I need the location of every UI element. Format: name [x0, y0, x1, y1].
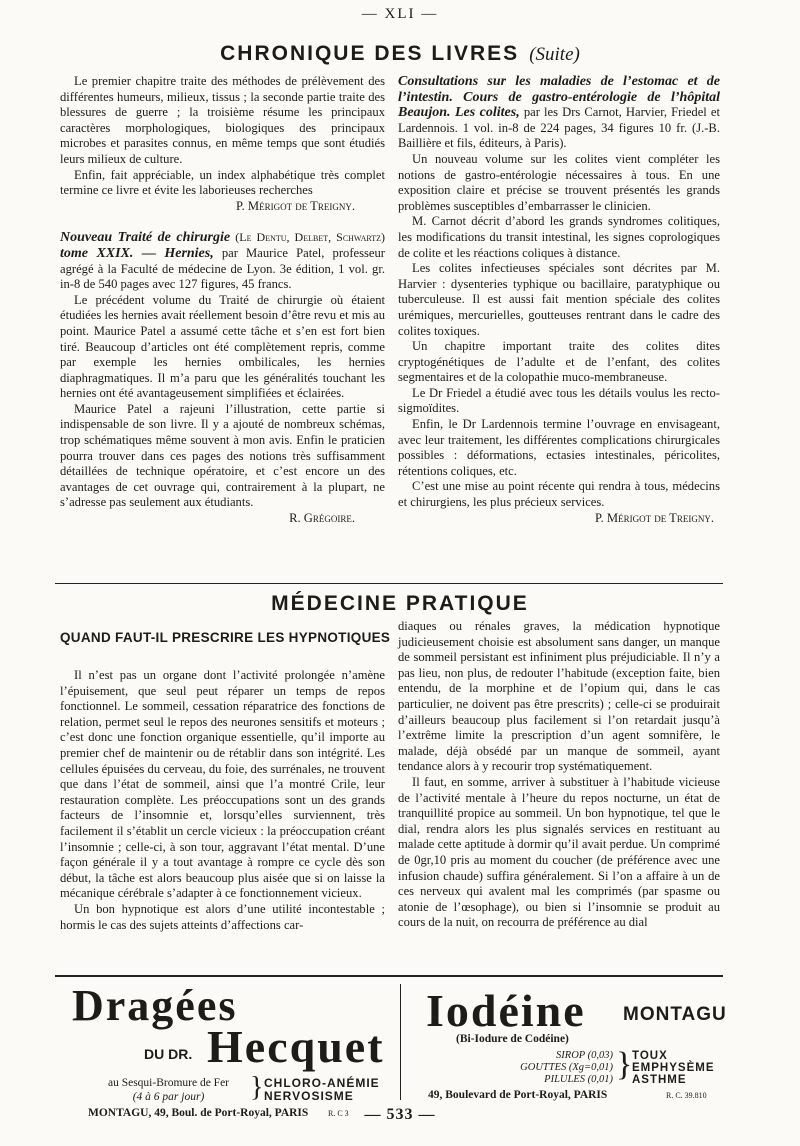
- ad-right-subtitle: (Bi-Iodure de Codéine): [456, 1033, 569, 1045]
- right-paragraph-3: Les colites infectieuses spéciales sont décrites par M. Harvier : dysenteries typhique ou bacillaire, paratyphique ou tuberculeuse. Il est aussi fait mention spéciale des colites urémiques, mercurielles, goutteuses rentrant dans le cadre des colites toxiques.: [398, 261, 720, 338]
- ad-left-rc: R. C 3: [328, 1109, 349, 1118]
- medecine-right-column: [398, 619, 720, 931]
- right-paragraph-6: Enfin, le Dr Lardennois termine l’ouvrage en envisageant, avec leur traitement, les différentes complications chirurgicales possibles : déformations, ectasies intestinales, péricolites, rétentions coliques, etc.: [398, 417, 720, 478]
- ad-left-title: Dragées: [72, 981, 238, 1030]
- chronique-title: CHRONIQUE DES LIVRES: [220, 42, 520, 65]
- ad-divider: [55, 975, 723, 977]
- medecine-title: MÉDECINE PRATIQUE: [271, 592, 529, 615]
- left-paragraph-2: Enfin, fait appréciable, un index alphabétique très complet termine ce livre et évite les laborieuses recherches: [60, 167, 385, 198]
- book2-reference: [60, 230, 385, 292]
- book3-title: Consultations sur les maladies de l’estomac et de l’intestin. Cours de gastro-entérologie de l’hôpital Beaujon. Les colites,: [398, 74, 720, 121]
- section-divider: [55, 583, 723, 584]
- ad-left-brace: }: [250, 1072, 264, 1103]
- book2-details: par Maurice Patel, professeur agrégé à la Faculté de médecine de Lyon. 3e édition, 1 vol. gr. in-8 de 540 pages avec 127 figures, 45 francs.: [60, 245, 385, 292]
- ad-left-indication-2: NERVOSISME: [264, 1089, 354, 1103]
- ad-right-indication-3: ASTHME: [632, 1074, 687, 1086]
- left-signature-2: R. Grégoire.: [289, 511, 355, 526]
- ad-left-address: MONTAGU, 49, Boul. de Port-Royal, PARIS: [88, 1107, 309, 1119]
- book3-reference: [398, 74, 720, 152]
- chronique-left-column: [60, 74, 385, 527]
- book3-details: par les Drs Carnot, Harvier, Friedel et Lardennois. 1 vol. in-8 de 224 pages, 34 figures 10 fr. (J.-B. Baillière et fils, éditeurs, à Paris).: [398, 105, 720, 151]
- chronique-heading: [0, 42, 800, 66]
- ad-right-form-1: SIROP (0,03): [556, 1050, 613, 1061]
- ad-dragees-hecquet: [72, 981, 392, 1119]
- ad-right-rc: R. C. 39.810: [666, 1091, 707, 1100]
- ad-right-brace: }: [616, 1046, 633, 1083]
- left-signature-1: P. Mérigot de Treigny.: [236, 198, 355, 213]
- chronique-right-column: [398, 74, 720, 526]
- ad-left-du-dr: DU DR.: [144, 1046, 193, 1062]
- ad-left-indication-1: CHLORO-ANÉMIE: [264, 1076, 380, 1090]
- right-paragraph-4: Un chapitre important traite des colites dites cryptogénétiques de l’adulte et de l’enfant, des colites segmentaires et de la colopathie muco-membraneuse.: [398, 339, 720, 385]
- medecine-left-paragraph-2: Un bon hypnotique est alors d’une utilité incontestable ; hormis le cas des sujets atteints d’affections car-: [60, 901, 385, 932]
- ad-iodeine-montagu: [418, 984, 727, 1102]
- ad-right-title: Iodéine: [426, 985, 586, 1036]
- chronique-suite: (Suite): [529, 44, 580, 65]
- right-paragraph-7: C’est une mise au point récente qui rendra à tous, médecins et chirurgiens, les plus précieux services.: [398, 479, 720, 510]
- right-paragraph-2: M. Carnot décrit d’abord les grands syndromes colitiques, les modifications du transit intestinal, les signes coprologiques de colite et les réactions coliques à distance.: [398, 214, 720, 260]
- left-paragraph-1: Le premier chapitre traite des méthodes de prélèvement des différentes humeurs, milieux, tissus ; la seconde partie traite des blessures de guerre ; la troisième résume les principaux caractères morphologiques, biologiques des principaux microbes et parasites connus, en même temps que sont étudiés leurs milieux de culture.: [60, 74, 385, 166]
- medecine-left-column: [60, 668, 385, 933]
- book2-authors: (Le Dentu, Delbet, Schwartz): [235, 230, 385, 245]
- right-paragraph-1: Un nouveau volume sur les colites vient compléter les notions de gastro-entérologie nécessaires à tous. En une exposition claire et précise se trouvent présentés les grands problèmes susceptibles d’embarrasser le clinicien.: [398, 151, 720, 213]
- footer-page-number: — 533 —: [364, 1106, 436, 1123]
- article-subheading: QUAND FAUT-IL PRESCRIRE LES HYPNOTIQUES: [60, 630, 391, 645]
- medecine-right-paragraph-1: diaques ou rénales graves, la médication hypnotique judicieusement choisie est absolument sans danger, un manque de sommeil persistant est infiniment plus préjudiciable. Il n’y a pas lieu, non plus, de redouter l’habitude (exception faite, bien entendu, de la morphine et de l’opium qui, dans le cas particulier, ne doivent pas être prescrits) ; celle-ci se produirait d’ailleurs beaucoup plus facilement si l’on retardait jusqu’à l’extrême limite la prescription d’un agent somnifère, le malade, déjà obsédé par un manque de sommeil, ayant tendance alors à y recourir trop systématiquement.: [398, 619, 720, 774]
- page-number: — XLI —: [361, 6, 439, 22]
- medecine-right-paragraph-2: Il faut, en somme, arriver à substituer à l’habitude vicieuse de l’activité mentale à l’heure du repos nocturne, un état de tranquillité propice au sommeil. Un bon hypnotique, tel que le dial, rendra alors les plus signalés services en restituant au malade cette aptitude à dormir qu’il avait perdue. Un comprimé de 0gr,10 pris au moment du coucher (de préférence avec une infusion chaude) suffira généralement. Si l’on a affaire à un de ces nerveux qui avalent mal les comprimés (par spasme ou atonie de l’œsophage), ou bien si l’insomnie se produit au cours de la nuit, on recourra de préférence au dial: [398, 774, 720, 930]
- left-paragraph-4: Maurice Patel a rajeuni l’illustration, cette partie si indispensable de son livre. Il y a ajouté de nombreux schémas, trop schématiques même souvent à mon avis. Enfin le praticien pourra trouver dans ces pages des notions très suffisamment détaillées de technique opératoire, et c’est encore un des avantages de cet ouvrage qui, contrairement à la plupart, ne s’adresse pas seulement aux étudiants.: [60, 401, 385, 510]
- ad-right-form-2: GOUTTES (Xg=0,01): [520, 1062, 613, 1073]
- ad-right-form-3: PILULES (0,01): [544, 1074, 613, 1085]
- right-signature: P. Mérigot de Treigny.: [595, 510, 714, 525]
- book2-tome: tome XXIX. — Hernies,: [60, 245, 214, 261]
- right-paragraph-5: Le Dr Friedel a étudié avec tous les détails voulus les recto-sigmoïdites.: [398, 385, 720, 416]
- ad-separator: [400, 984, 401, 1100]
- ad-left-line-1: au Sesqui-Bromure de Fer: [107, 1077, 230, 1089]
- book2-title: Nouveau Traité de chirurgie: [60, 230, 231, 246]
- left-paragraph-3: Le précédent volume du Traité de chirurgie où étaient étudiées les hernies avait réellement besoin d’être revu et mis au point. Maurice Patel a assumé cette tâche et s’en est fort bien tiré. Beaucoup d’articles ont été complètement repris, comme par exemple les hernies ombilicales, les hernies diaphragmatiques. Il m’a paru que les généralités touchant les hernies ont été avantageusement simplifiées et éclairées.: [60, 292, 385, 401]
- ad-right-brand: MONTAGU: [623, 1004, 727, 1025]
- ad-right-indication-2: EMPHYSÈME: [632, 1062, 715, 1074]
- medecine-left-paragraph-1: Il n’est pas un organe dont l’activité prolongée n’amène l’épuisement, que seul peut réparer un temps de repos fonctionnel. Le sommeil, cessation réparatrice des fonctions de relation, permet seul le repos des neurones sensitifs et moteurs ; c’est donc une fonction organique essentielle, qu’il importe au premier chef de maintenir ou de rétablir dans son intégrité. Les cellules épuisées du cerveau, du foie, des surrénales, ne trouvent que dans l’état de sommeil, ainsi que l’a montré Crile, leur restauration complète. Les préoccupations sont un des grands facteurs de l’insomnie et, lorsqu’elles surviennent, très facilement il s’établit un cercle vicieux : la préoccupation créant l’insomnie ; celle-ci, à son tour, aggravant l’état mental. D’une façon générale il y a tout avantage à rompre ce cycle dès son début, la tâche est alors beaucoup plus aisée que si on laisse la mécanique cérébrale s’adapter à ce fonctionnement vicieux.: [60, 668, 385, 901]
- ad-left-line-2: (4 à 6 par jour): [132, 1091, 205, 1103]
- ad-right-indication-1: TOUX: [632, 1050, 668, 1062]
- ad-left-name: Hecquet: [207, 1021, 385, 1072]
- ad-right-address: 49, Boulevard de Port-Royal, PARIS: [428, 1089, 608, 1101]
